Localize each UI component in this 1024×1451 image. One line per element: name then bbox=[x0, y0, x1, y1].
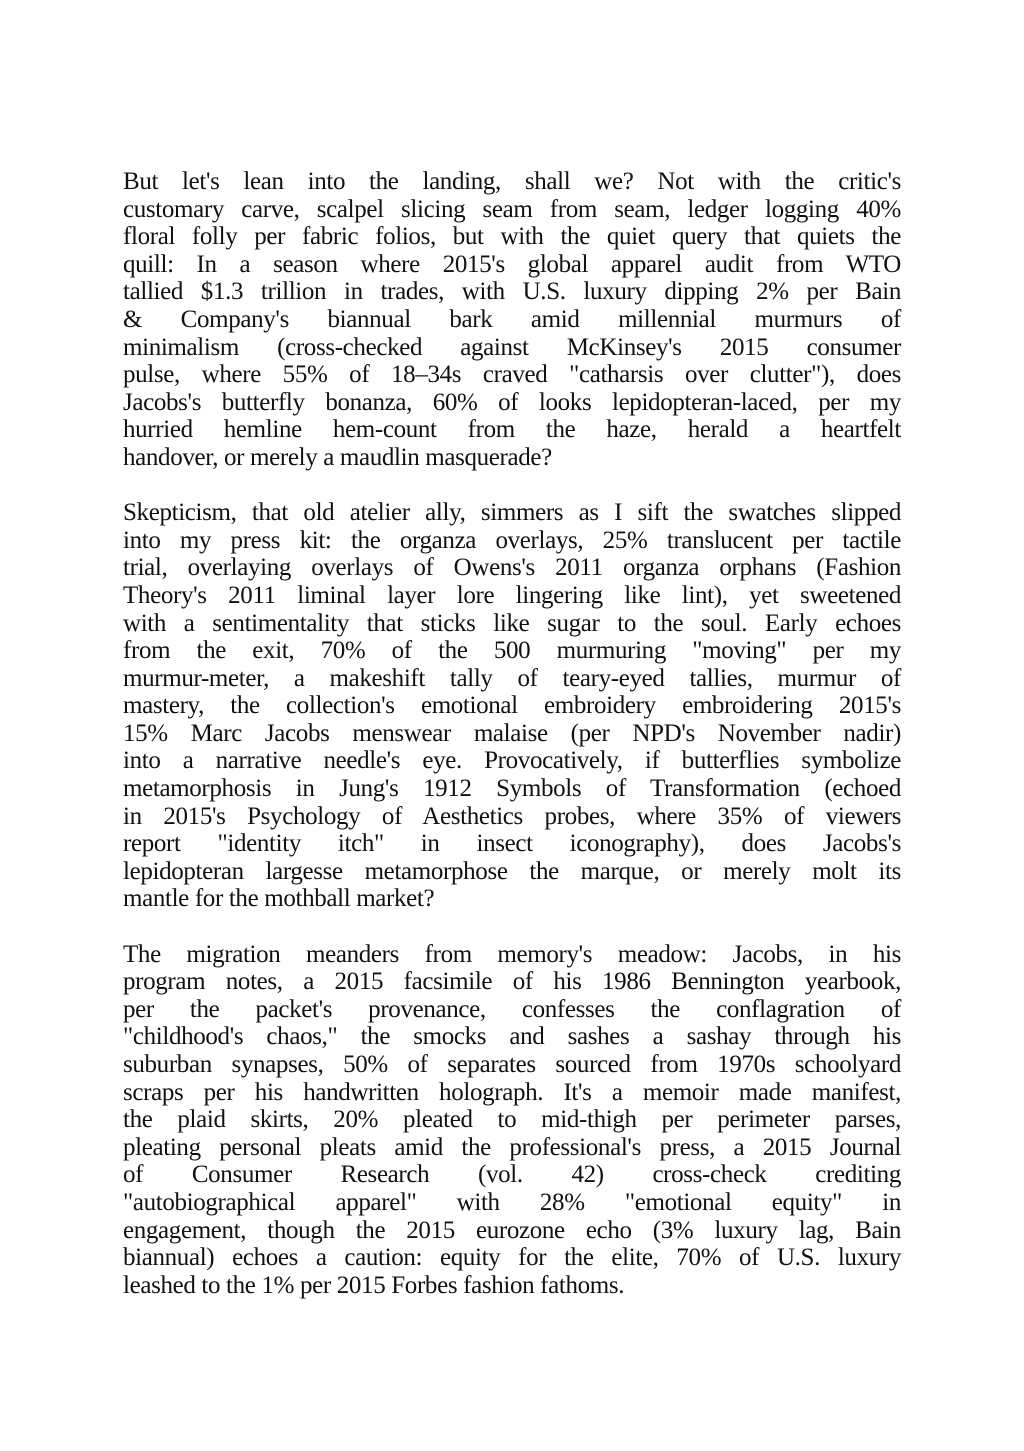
text-line: into a narrative needle's eye. Provocatively, if butterflies symbolize bbox=[123, 747, 901, 775]
text-line: floral folly per fabric folios, but with the quiet query that quiets the bbox=[123, 223, 901, 251]
text-line: leashed to the 1% per 2015 Forbes fashion fathoms. bbox=[123, 1271, 625, 1299]
text-line: the plaid skirts, 20% pleated to mid-thigh per perimeter parses, bbox=[123, 1106, 901, 1134]
text-line: The migration meanders from memory's meadow: Jacobs, in his bbox=[123, 940, 901, 968]
text-line: lepidopteran largesse metamorphose the marque, or merely molt its bbox=[123, 857, 901, 885]
text-line: of Consumer Research (vol. 42) cross-check crediting bbox=[123, 1161, 901, 1189]
text-line: pulse, where 55% of 18–34s craved "catharsis over clutter"), does bbox=[123, 361, 901, 389]
text-line: scraps per his handwritten holograph. It's a memoir made manifest, bbox=[123, 1078, 901, 1106]
text-line: hurried hemline hem-count from the haze, herald a heartfelt bbox=[123, 416, 901, 444]
document-page bbox=[123, 168, 901, 1327]
text-line: suburban synapses, 50% of separates sourced from 1970s schoolyard bbox=[123, 1051, 901, 1078]
paragraph-landing bbox=[123, 168, 901, 472]
text-line: Skepticism, that old atelier ally, simmers as I sift the swatches slipped bbox=[123, 499, 901, 527]
text-line: & Company's biannual bark amid millennial murmurs of bbox=[123, 305, 901, 333]
text-line: trial, overlaying overlays of Owens's 2011 organza orphans (Fashion bbox=[123, 554, 901, 582]
text-line: "autobiographical apparel" with 28% "emotional equity" in bbox=[123, 1188, 901, 1216]
text-line: 15% Marc Jacobs menswear malaise (per NPD's November nadir) bbox=[123, 719, 901, 747]
paragraph-migration bbox=[123, 941, 901, 1300]
text-line: report "identity itch" in insect iconography), does Jacobs's bbox=[123, 830, 901, 858]
text-line: program notes, a 2015 facsimile of his 1986 Bennington yearbook, bbox=[123, 968, 901, 996]
text-line: in 2015's Psychology of Aesthetics probes, where 35% of viewers bbox=[123, 802, 901, 830]
text-line: customary carve, scalpel slicing seam from seam, ledger logging 40% bbox=[123, 195, 901, 223]
text-line: into my press kit: the organza overlays, 25% translucent per tactile bbox=[123, 526, 901, 554]
text-line: Theory's 2011 liminal layer lore lingering like lint), yet sweetened bbox=[123, 581, 901, 609]
text-line: But let's lean into the landing, shall we? Not with the critic's bbox=[123, 168, 901, 195]
text-line: "childhood's chaos," the smocks and sashes a sashay through his bbox=[123, 1023, 901, 1051]
text-line: engagement, though the 2015 eurozone echo (3% luxury lag, Bain bbox=[123, 1216, 901, 1244]
text-line: murmur-meter, a makeshift tally of teary-eyed tallies, murmur of bbox=[123, 664, 901, 692]
text-line: biannual) echoes a caution: equity for the elite, 70% of U.S. luxury bbox=[123, 1244, 901, 1272]
text-line: handover, or merely a maudlin masquerade? bbox=[123, 443, 552, 471]
text-line: quill: In a season where 2015's global apparel audit from WTO bbox=[123, 250, 901, 278]
text-line: per the packet's provenance, confesses the conflagration of bbox=[123, 995, 901, 1023]
text-line: metamorphosis in Jung's 1912 Symbols of Transformation (echoed bbox=[123, 775, 901, 803]
text-line: from the exit, 70% of the 500 murmuring "moving" per my bbox=[123, 637, 901, 665]
text-line: pleating personal pleats amid the professional's press, a 2015 Journal bbox=[123, 1133, 901, 1161]
text-line: Jacobs's butterfly bonanza, 60% of looks lepidopteran-laced, per my bbox=[123, 388, 901, 416]
paragraph-skepticism bbox=[123, 499, 901, 913]
text-line: mastery, the collection's emotional embroidery embroidering 2015's bbox=[123, 692, 901, 720]
text-line: with a sentimentality that sticks like sugar to the soul. Early echoes bbox=[123, 609, 901, 637]
text-line: minimalism (cross-checked against McKinsey's 2015 consumer bbox=[123, 333, 901, 361]
text-line: tallied $1.3 trillion in trades, with U.S. luxury dipping 2% per Bain bbox=[123, 278, 901, 306]
text-line: mantle for the mothball market? bbox=[123, 885, 435, 913]
